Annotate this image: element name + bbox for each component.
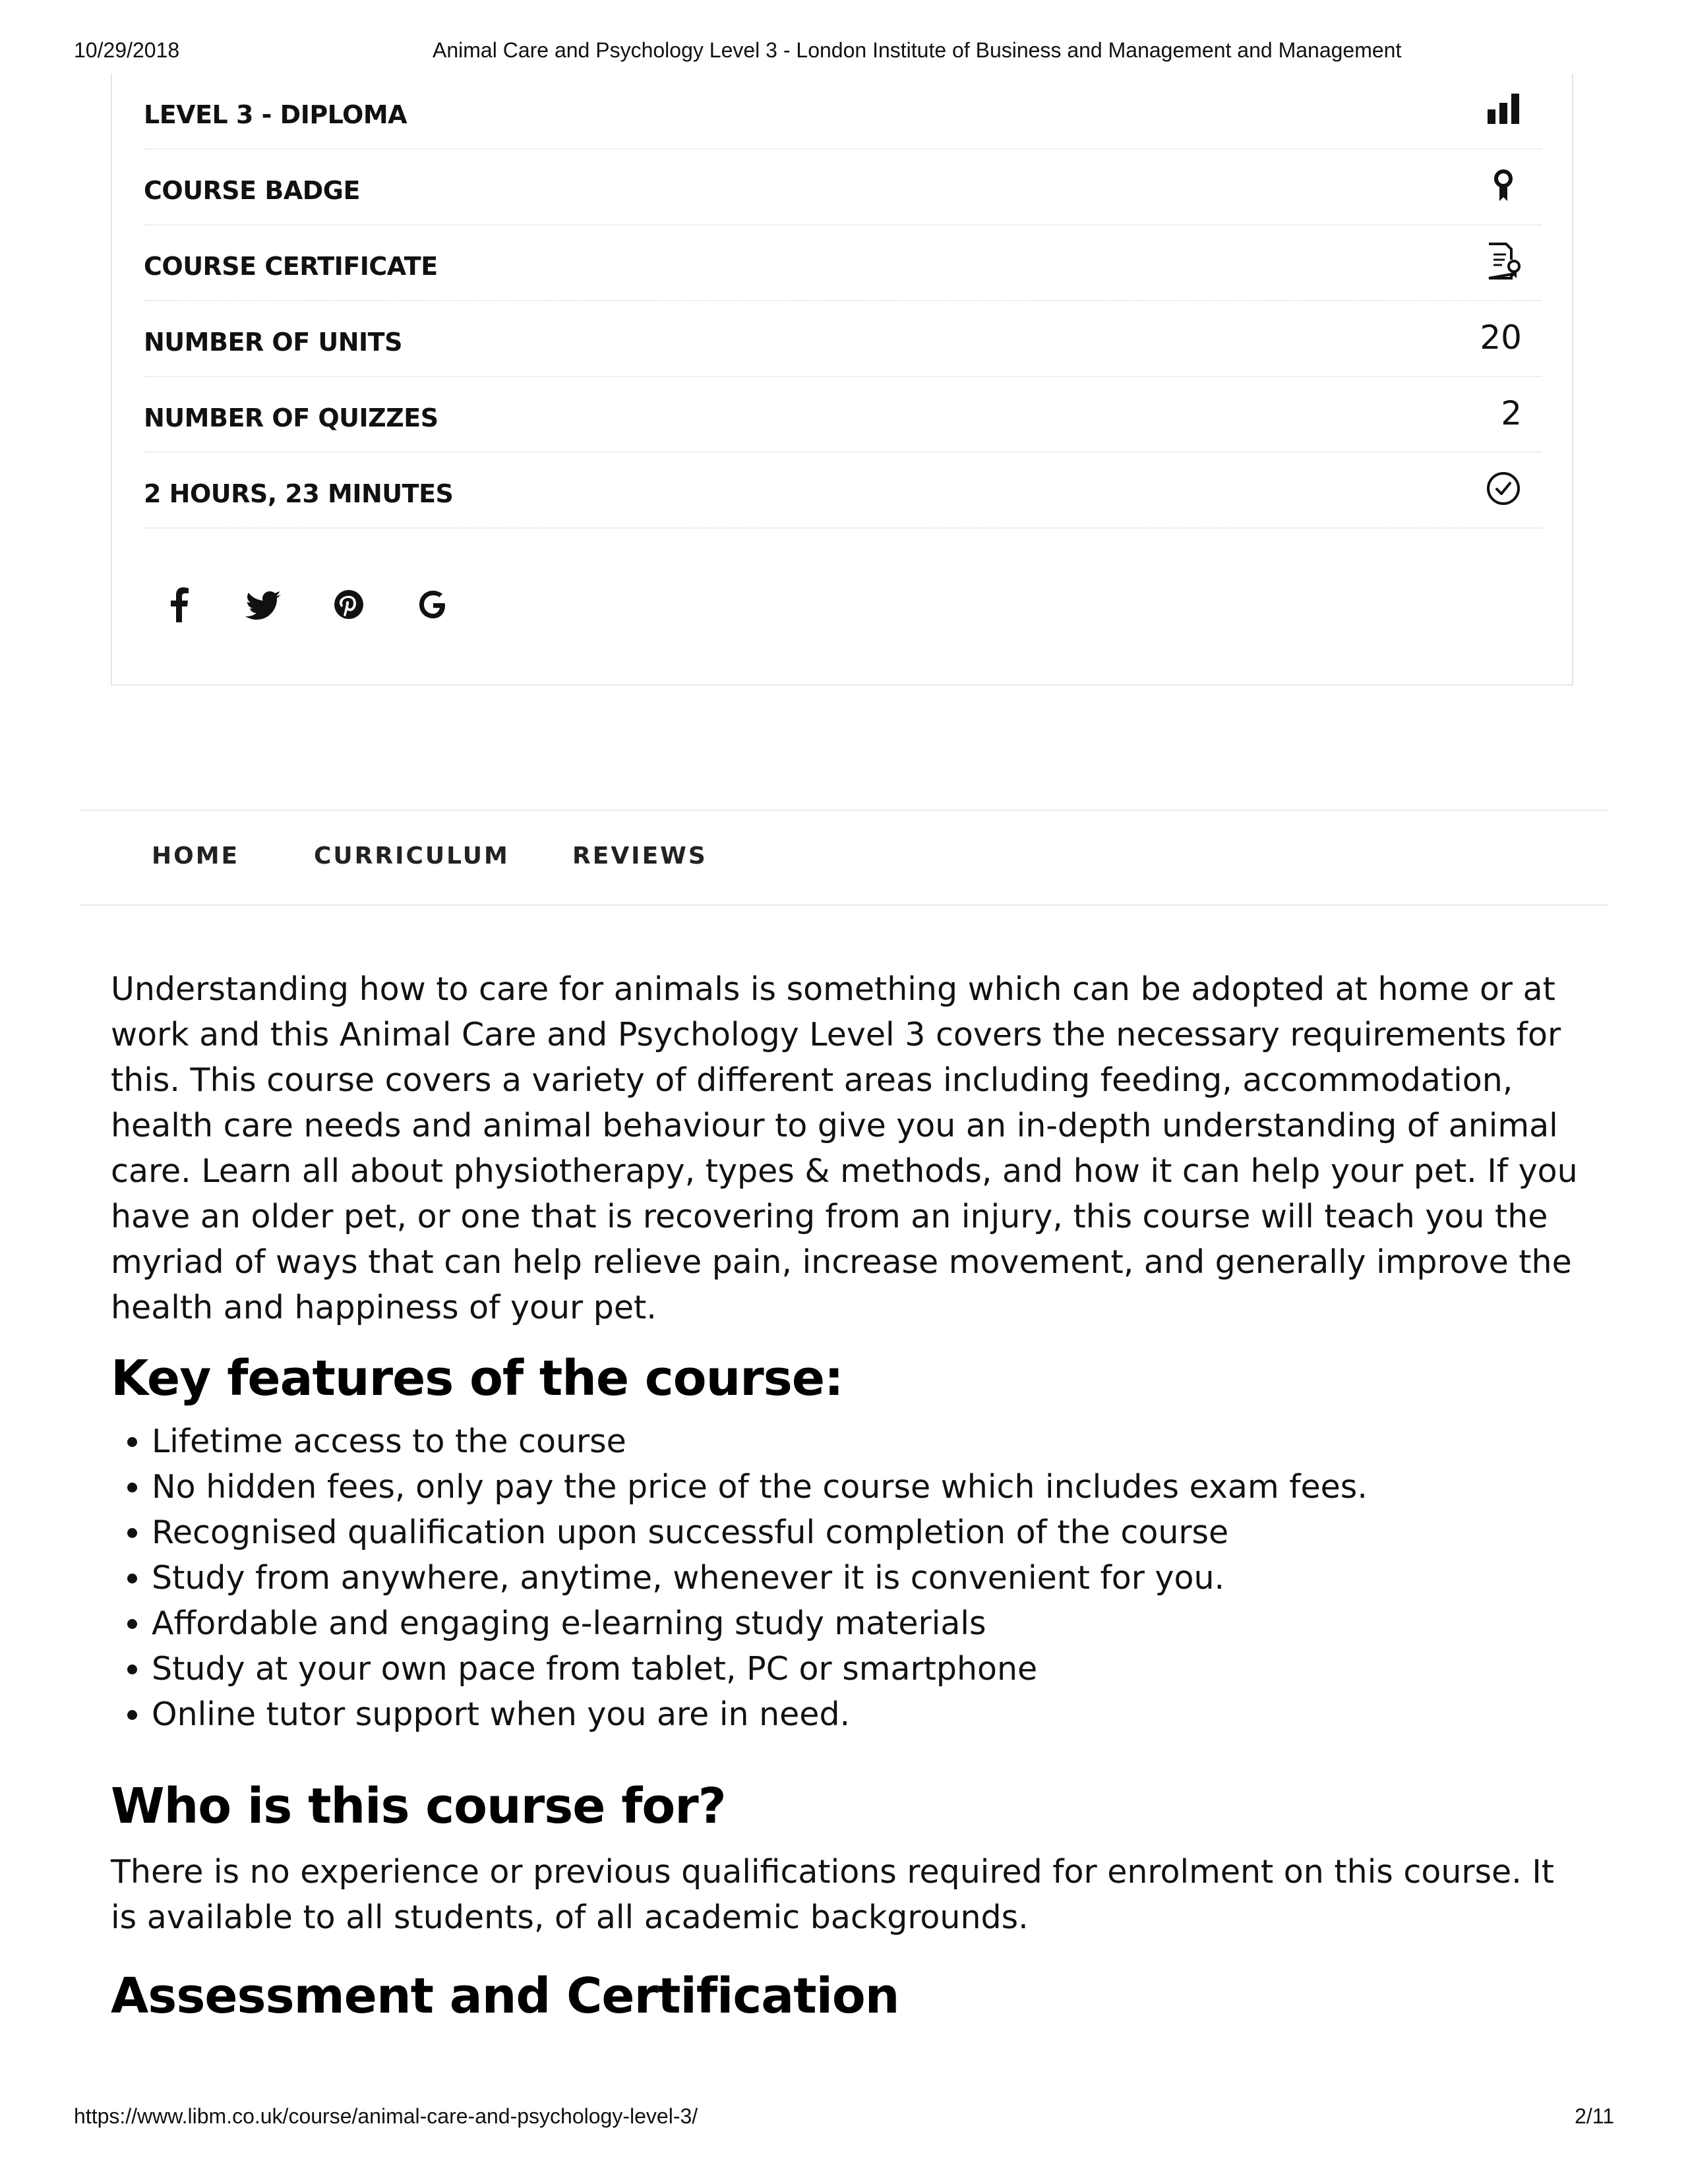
course-tabs (79, 810, 1609, 906)
detail-label: COURSE BADGE (144, 176, 360, 205)
tab-home[interactable]: HOME (152, 842, 240, 870)
print-footer (74, 2104, 1614, 2136)
course-details-box (111, 74, 1573, 686)
detail-row-certificate (144, 225, 1542, 301)
detail-row-level (144, 74, 1542, 150)
twitter-icon[interactable] (241, 581, 287, 628)
tab-reviews[interactable]: REVIEWS (572, 842, 708, 870)
audience-paragraph: There is no experience or previous qualifications required for enrolment on this course. It is available to all students, of all academic backgrounds. (111, 1853, 1555, 1936)
bar-chart-icon (1484, 90, 1523, 129)
detail-label: 2 HOURS, 23 MINUTES (144, 479, 454, 508)
list-item: • No hidden fees, only pay the price of the course which includes exam fees. (152, 1464, 1588, 1510)
detail-row-units (144, 301, 1542, 377)
detail-label: LEVEL 3 - DIPLOMA (144, 100, 407, 129)
detail-label: NUMBER OF UNITS (144, 328, 402, 357)
badge-icon (1484, 165, 1523, 205)
list-item: • Lifetime access to the course (152, 1419, 1588, 1464)
course-description (111, 966, 1588, 2024)
audience-heading: Who is this course for? (111, 1778, 726, 1835)
print-date: 10/29/2018 (74, 38, 180, 62)
print-url: https://www.libm.co.uk/course/animal-care-and-psychology-level-3/ (74, 2104, 698, 2128)
list-item: • Affordable and engaging e-learning study materials (152, 1601, 1588, 1646)
list-item: • Study from anywhere, anytime, whenever it is convenient for you. (152, 1555, 1588, 1601)
google-icon[interactable] (410, 581, 456, 628)
assessment-heading: Assessment and Certification (111, 1968, 899, 2024)
print-header (74, 38, 1614, 70)
facebook-icon[interactable] (157, 581, 203, 628)
detail-label: COURSE CERTIFICATE (144, 252, 438, 281)
units-count: 20 (1480, 318, 1522, 357)
clock-check-icon (1484, 469, 1523, 508)
share-icons (144, 581, 539, 634)
features-heading: Key features of the course: (111, 1350, 843, 1407)
pinterest-icon[interactable] (326, 581, 372, 628)
list-item: • Study at your own pace from tablet, PC or smartphone (152, 1646, 1588, 1692)
list-item: • Online tutor support when you are in need. (152, 1692, 1588, 1737)
detail-row-badge (144, 150, 1542, 225)
print-page-number: 2/11 (1575, 2104, 1614, 2128)
detail-label: NUMBER OF QUIZZES (144, 403, 438, 432)
intro-paragraph: Understanding how to care for animals is something which can be adopted at home or at work and this Animal Care and Psychology Level 3 covers the necessary requirements for this. This course covers a variety of different areas including feeding, accommodation, health care needs and animal behaviour to give you an in-depth understanding of animal care. Learn all about physiotherapy, types & methods, and how it can help your pet. If you have an older pet, or one that is recovering from an injury, this course will teach you the myriad of ways that can help relieve pain, increase movement, and generally improve the health and happiness of your pet. (111, 970, 1578, 1326)
detail-row-quizzes (144, 377, 1542, 453)
features-list (111, 1419, 1588, 1737)
print-page-title: Animal Care and Psychology Level 3 - London Institute of Business and Management and Management (433, 38, 1402, 62)
quizzes-count: 2 (1501, 394, 1522, 432)
detail-row-duration (144, 453, 1542, 529)
certificate-icon (1484, 241, 1523, 281)
list-item: • Recognised qualification upon successful completion of the course (152, 1510, 1588, 1555)
tab-curriculum[interactable]: CURRICULUM (314, 842, 510, 870)
